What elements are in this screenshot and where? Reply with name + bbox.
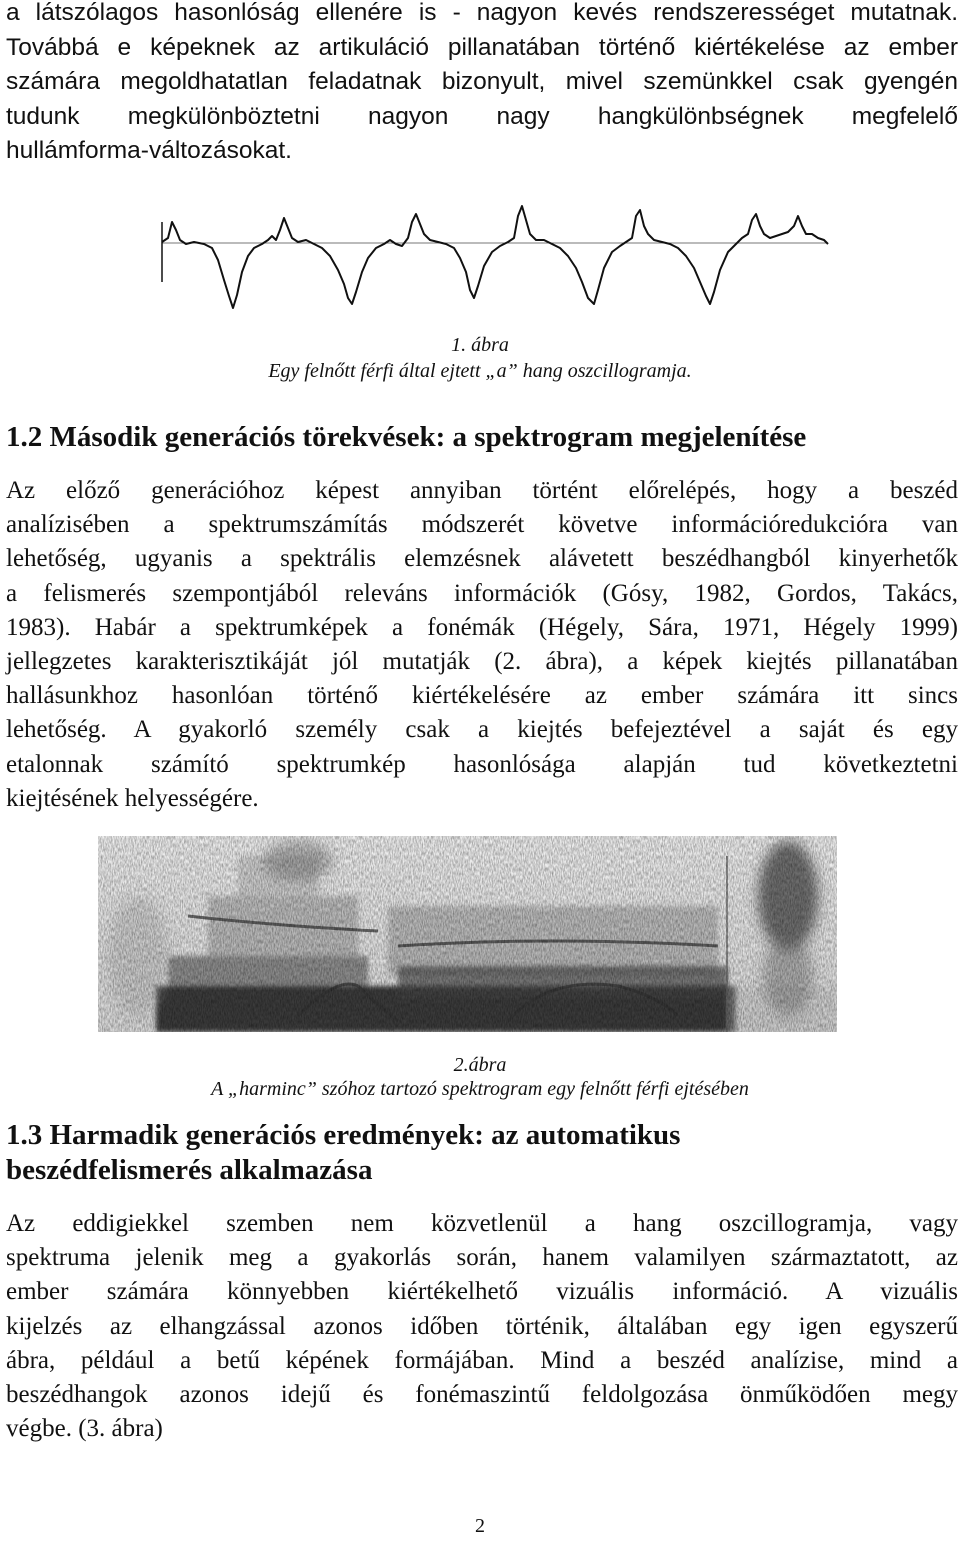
- paragraph-line: hallásunkhoz hasonlóan történő kiértékelésére az ember számára itt sincs: [6, 682, 958, 710]
- spectrogram-figure: [98, 836, 837, 1032]
- figure1-number: 1. ábra: [451, 334, 509, 356]
- paragraph-line: ember számára könnyebben kiértékelhető vizuális információ. A vizuális: [6, 1278, 958, 1306]
- paragraph-line: lehetőség. A gyakorló személy csak a kiejtés befejeztével a saját és egy: [6, 716, 958, 744]
- oscillogram-figure: [158, 200, 833, 318]
- figure2-caption: A „harminc” szóhoz tartozó spektrogram egy felnőtt férfi ejtésében: [211, 1078, 749, 1100]
- paragraph-line: a látszólagos hasonlóság ellenére is - nagyon kevés rendszerességet mutatnak.: [6, 0, 958, 26]
- figure2-number: 2.ábra: [453, 1054, 507, 1076]
- paragraph-line: Az eddigiekkel szemben nem közvetlenül a hang oszcillogramja, vagy: [6, 1210, 958, 1237]
- paragraph-line: kijelzés az elhangzással azonos időben történik, általában egy igen egyszerű: [6, 1312, 958, 1340]
- paragraph-line: beszédhangok azonos idejű és fonémaszintű feldolgozása önműködően megy: [6, 1381, 958, 1409]
- paragraph-line: tudunk megkülönböztetni nagyon nagy hangkülönbségnek megfelelő: [6, 102, 958, 130]
- paragraph-line: Továbbá e képeknek az artikuláció pillanatában történő kiértékelése az ember: [6, 33, 958, 61]
- section-1-3-paragraph: [6, 1207, 958, 1446]
- paragraph-line: hullámforma-változásokat.: [6, 137, 292, 164]
- paragraph-line: jellegzetes karakterisztikáját jól mutatják (2. ábra), a képek kiejtés pillanatában: [6, 648, 958, 676]
- figure1-caption: Egy felnőtt férfi által ejtett „a” hang oszcillogramja.: [268, 360, 692, 382]
- paragraph-line: etalonnak számító spektrumkép hasonlósága alapján tud következtetni: [6, 750, 958, 778]
- paragraph-line: kiejtésének helyességére.: [6, 784, 259, 812]
- paragraph-line: lehetőség, ugyanis a spektrális elemzésnek alávetett beszédhangból kinyerhetők: [6, 545, 958, 573]
- paragraph-line: spektruma jelenik meg a gyakorlás során, hanem valamilyen származtatott, az: [6, 1244, 958, 1272]
- section-heading-1-2: 1.2 Második generációs törekvések: a spektrogram megjelenítése: [6, 421, 807, 453]
- paragraph-line: végbe. (3. ábra): [6, 1415, 163, 1443]
- paragraph-line: analízisében a spektrumszámítás módszerét követve információredukcióra van: [6, 511, 958, 539]
- paragraph-line: ábra, például a betű képének formájában. Mind a beszéd analízise, mind a: [6, 1346, 958, 1374]
- section-1-2-paragraph: [6, 474, 958, 816]
- paragraph-line: a felismerés szempontjából releváns információk (Gósy, 1982, Gordos, Takács,: [6, 579, 958, 607]
- paragraph-line: Az előző generációhoz képest annyiban történt előrelépés, hogy a beszéd: [6, 477, 958, 504]
- waveform: [162, 206, 828, 308]
- section-heading-1-3-line2: beszédfelismerés alkalmazása: [6, 1154, 373, 1186]
- spectrogram-grain: [98, 836, 837, 1032]
- paragraph-line: számára megoldhatatlan feladatnak bizonyult, mivel szemünkkel csak gyengén: [6, 68, 958, 95]
- paragraph-line: 1983). Habár a spektrumképek a fonémák (Hégely, Sára, 1971, Hégely 1999): [6, 613, 958, 641]
- top-paragraph: [6, 0, 958, 169]
- page-number: 2: [475, 1515, 485, 1537]
- section-heading-1-3-line1: 1.3 Harmadik generációs eredmények: az automatikus: [6, 1119, 681, 1151]
